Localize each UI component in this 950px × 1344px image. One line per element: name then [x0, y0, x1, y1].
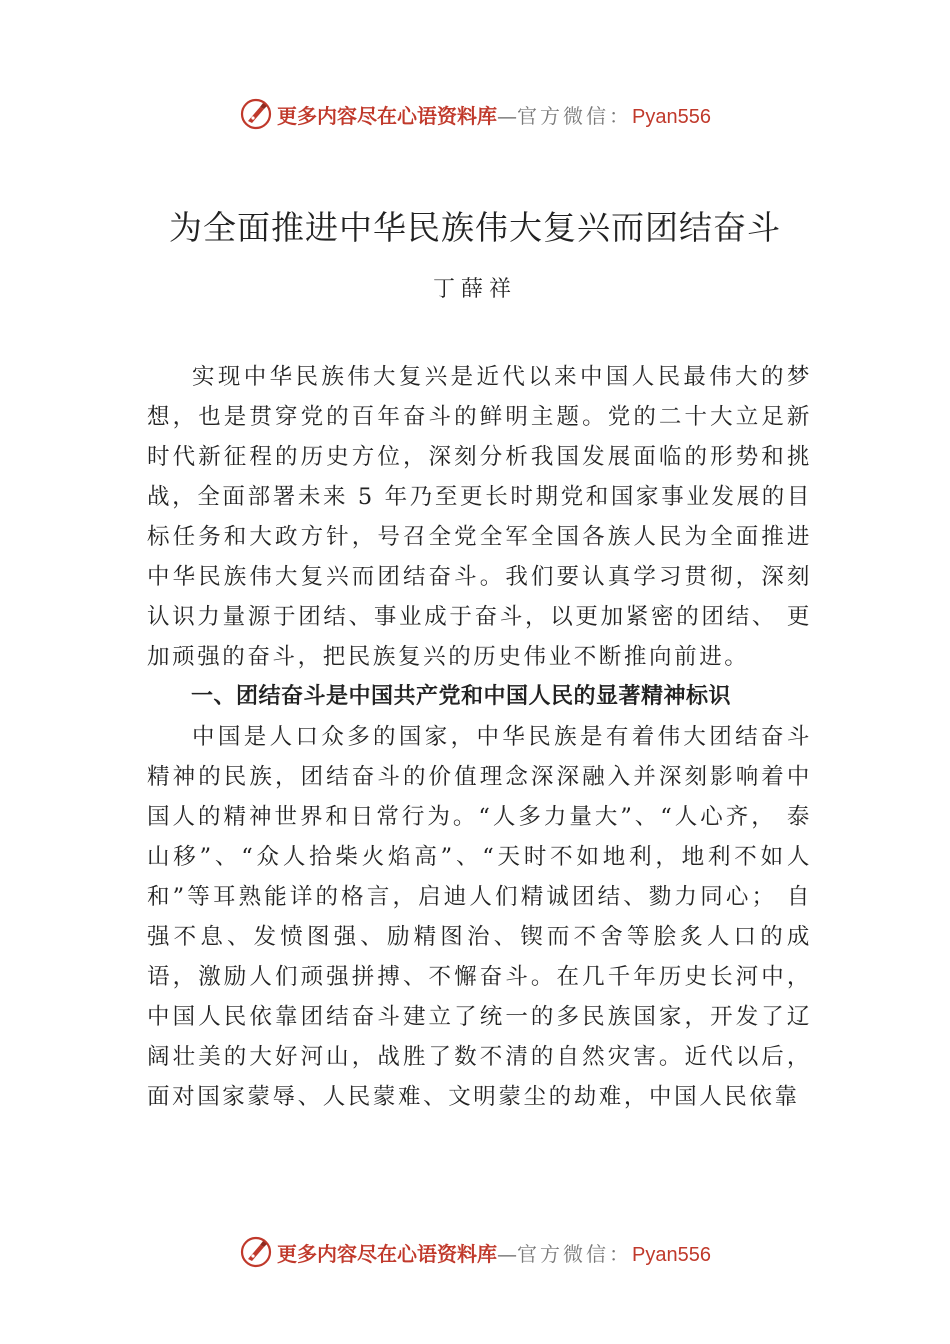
watermark-handle: Pyan556	[632, 105, 711, 128]
watermark-promo: 更多内容尽在心语资料库	[277, 103, 498, 128]
watermark-wechat-label: 官方微信：	[517, 1241, 633, 1266]
pen-nib-circle-icon	[239, 97, 273, 131]
watermark-dash: —	[497, 103, 518, 128]
watermark-dash: —	[497, 1241, 518, 1266]
section-heading: 一、团结奋斗是中国共产党和中国人民的显著精神标识	[191, 684, 732, 709]
document-author: 丁薛祥	[432, 277, 517, 302]
document-title: 为全面推进中华民族伟大复兴而团结奋斗	[169, 208, 781, 247]
document-body	[147, 357, 812, 1117]
watermark-text	[277, 100, 711, 129]
watermark-promo: 更多内容尽在心语资料库	[277, 1241, 498, 1266]
section-paragraph: 中国是人口众多的国家，中华民族是有着伟大团结奋斗精神的民族，团结奋斗的价值理念深深融入并深刻影响着中国人的精神世界和日常行为。“人多力量大”、“人心齐， 泰山移”、“众人拾柴火焰高”、“天时不如地利，地利不如人和”等耳熟能详的格言，启迪人们精诚团结、勠力同心； 自强不息、发愤图强、励精图治、锲而不舍等脍炙人口的成语，激励人们顽强拼搏、不懈奋斗。在几千年历史长河中， 中国人民依靠团结奋斗建立了统一的多民族国家，开发了辽阔壮美的大好河山，战胜了数不清的自然灾害。近代以后， 面对国家蒙辱、人民蒙难、文明蒙尘的劫难，中国人民依靠	[147, 724, 812, 1110]
watermark-handle: Pyan556	[632, 1243, 711, 1266]
watermark-banner-top	[0, 94, 950, 134]
watermark-wechat-label: 官方微信：	[517, 103, 633, 128]
intro-paragraph: 实现中华民族伟大复兴是近代以来中国人民最伟大的梦想，也是贯穿党的百年奋斗的鲜明主题。党的二十大立足新时代新征程的历史方位，深刻分析我国发展面临的形势和挑战，全面部署未来 5 年乃至更长时期党和国家事业发展的目标任务和大政方针，号召全党全军全国各族人民为全面推进中华民族伟大复兴而团结奋斗。我们要认真学习贯彻，深刻认识力量源于团结、事业成于奋斗，以更加紧密的团结、 更加顽强的奋斗，把民族复兴的历史伟业不断推向前进。	[147, 364, 812, 670]
pen-nib-circle-icon	[239, 1235, 273, 1269]
watermark-text	[277, 1238, 711, 1267]
watermark-banner-bottom	[0, 1232, 950, 1272]
